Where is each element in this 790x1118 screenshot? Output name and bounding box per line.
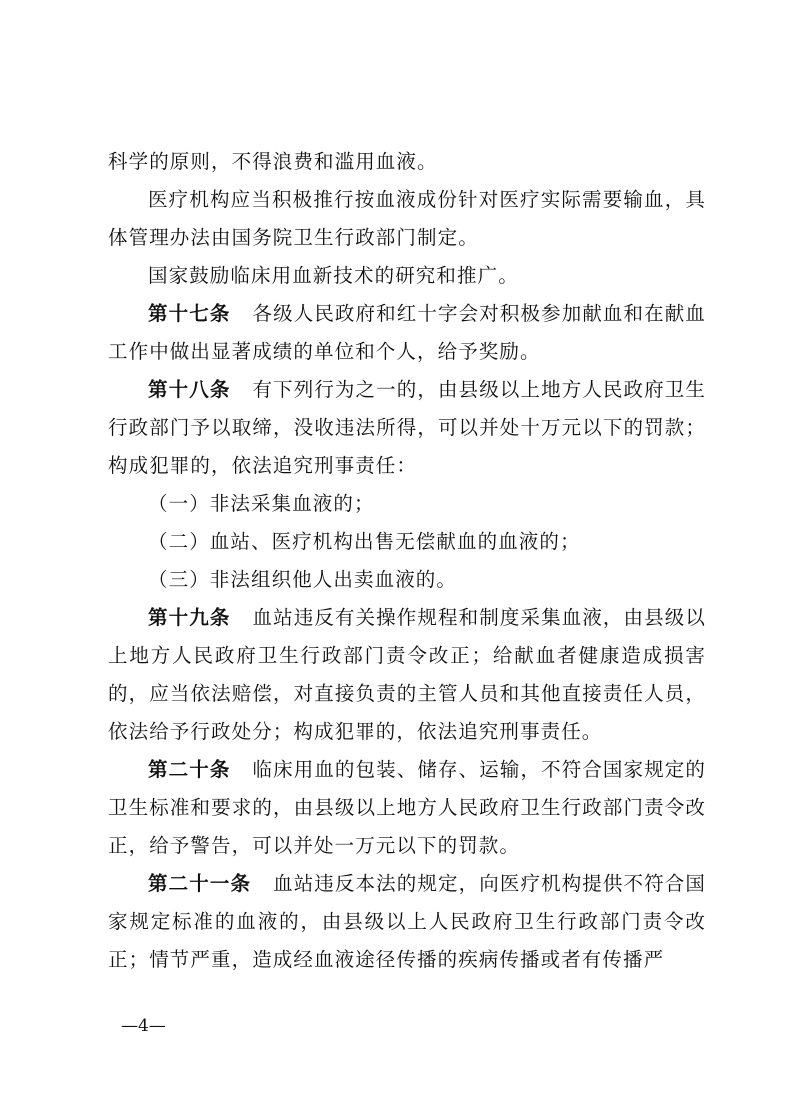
article-text: 各级人民政府和红十字会对积极参加献血和在献血工作中做出显著成绩的单位和个人，给予奖励。 bbox=[108, 302, 706, 363]
paragraph bbox=[108, 257, 706, 295]
article-19 bbox=[108, 599, 706, 751]
list-item bbox=[108, 485, 706, 523]
paragraph-text: 医疗机构应当积极推行按血液成份针对医疗实际需要输血，具体管理办法由国务院卫生行政部门制定。 bbox=[108, 188, 706, 249]
article-text: 血站违反本法的规定，向医疗机构提供不符合国家规定标准的血液的，由县级以上人民政府卫生行政部门责令改正；情节严重，造成经血液途径传播的疾病传播或者有传播严 bbox=[108, 872, 706, 971]
document-body bbox=[108, 143, 706, 979]
article-heading: 第二十一条 bbox=[148, 872, 252, 895]
list-item-text: （一）非法采集血液的； bbox=[148, 492, 375, 515]
paragraph bbox=[108, 181, 706, 257]
paragraph-text: 科学的原则，不得浪费和滥用血液。 bbox=[108, 150, 438, 173]
article-20 bbox=[108, 751, 706, 865]
page-number: —4— bbox=[121, 1016, 166, 1036]
list-item bbox=[108, 561, 706, 599]
article-heading: 第十七条 bbox=[148, 302, 231, 325]
article-heading: 第十九条 bbox=[148, 606, 231, 629]
list-item-text: （二）血站、医疗机构出售无偿献血的血液的； bbox=[148, 530, 581, 553]
article-heading: 第二十条 bbox=[148, 758, 231, 781]
article-text: 临床用血的包装、储存、运输，不符合国家规定的卫生标准和要求的，由县级以上地方人民政府卫生行政部门责令改正，给予警告，可以并处一万元以下的罚款。 bbox=[108, 758, 706, 857]
article-text: 有下列行为之一的，由县级以上地方人民政府卫生行政部门予以取缔，没收违法所得，可以并处十万元以下的罚款；构成犯罪的，依法追究刑事责任： bbox=[108, 378, 706, 477]
list-item bbox=[108, 523, 706, 561]
list-item-text: （三）非法组织他人出卖血液的。 bbox=[148, 568, 458, 591]
article-18 bbox=[108, 371, 706, 485]
article-text: 血站违反有关操作规程和制度采集血液，由县级以上地方人民政府卫生行政部门责令改正；给献血者健康造成损害的，应当依法赔偿，对直接负责的主管人员和其他直接责任人员，依法给予行政处分；构成犯罪的，依法追究刑事责任。 bbox=[108, 606, 706, 743]
article-17 bbox=[108, 295, 706, 371]
article-21 bbox=[108, 865, 706, 979]
paragraph bbox=[108, 143, 706, 181]
paragraph-text: 国家鼓励临床用血新技术的研究和推广。 bbox=[148, 264, 519, 287]
article-heading: 第十八条 bbox=[148, 378, 231, 401]
